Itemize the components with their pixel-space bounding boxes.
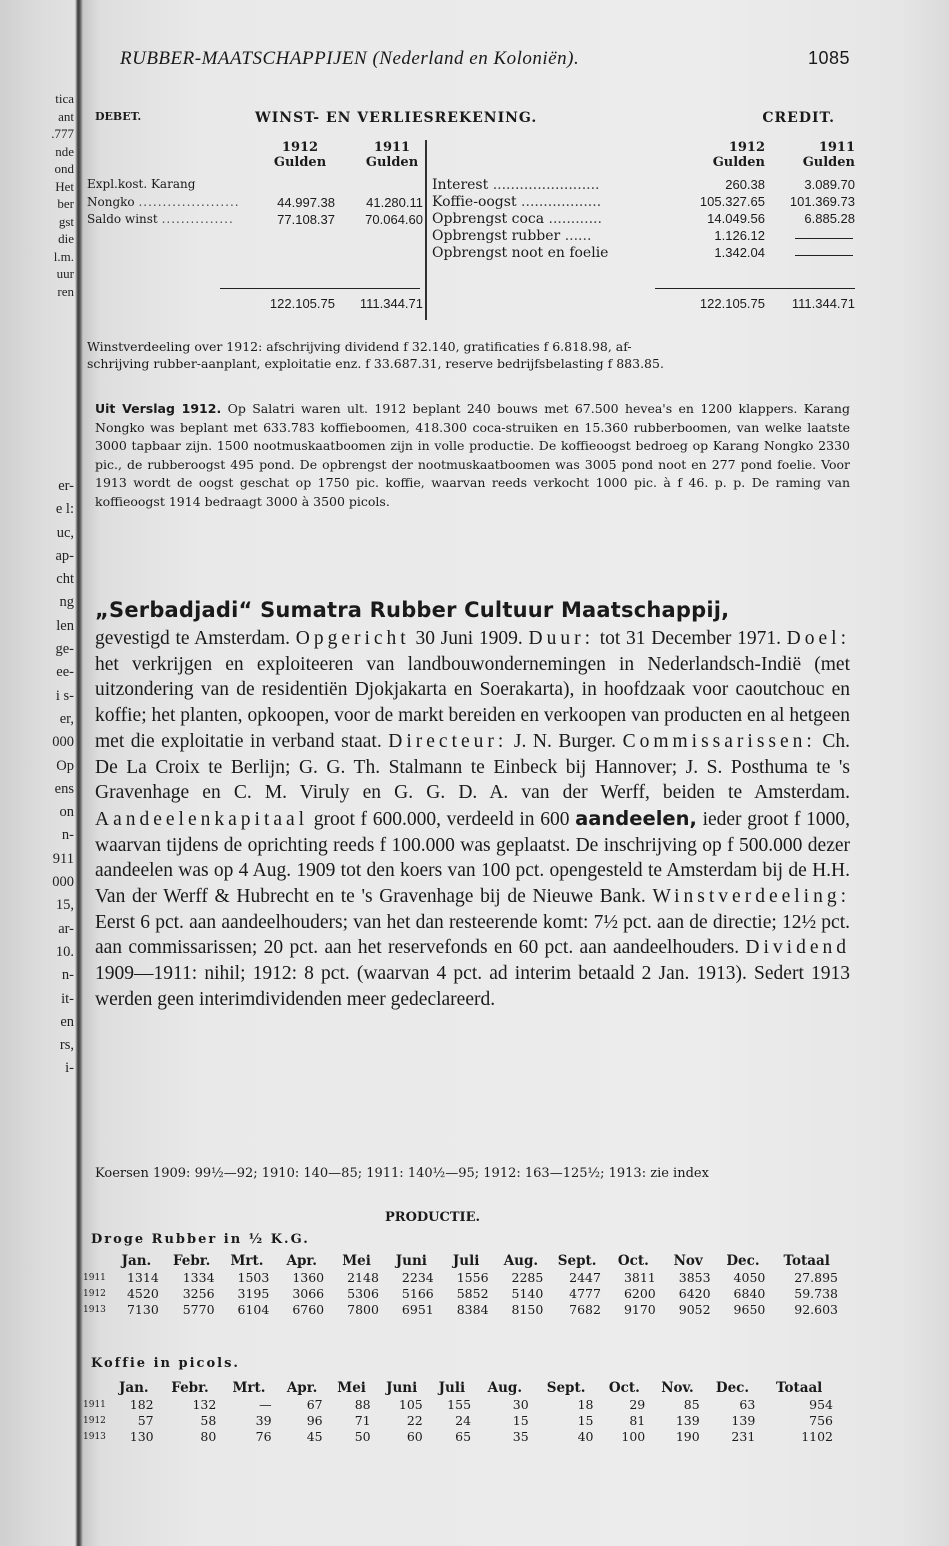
debet-row-label: Saldo winst ...............	[87, 212, 234, 226]
value-cell: 100	[621, 1429, 646, 1444]
month-col-header: Dec.	[726, 1252, 760, 1269]
value-cell: 2234	[401, 1270, 434, 1285]
month-col-header: Oct.	[617, 1252, 649, 1269]
margin-fragment: rs,	[59, 1037, 74, 1054]
value-cell: 1334	[182, 1270, 215, 1285]
margin-fragment: ond	[54, 161, 74, 176]
month-col-header: Juli	[438, 1379, 466, 1396]
value-cell: 6420	[678, 1286, 711, 1301]
value-cell: 71	[354, 1413, 371, 1428]
unit-label: Gulden	[273, 155, 327, 170]
account-title: WINST- EN VERLIESREKENING.	[255, 110, 538, 126]
margin-fragment: ng	[59, 594, 74, 611]
month-col-header: Juni	[395, 1252, 427, 1269]
margin-fragment: on	[59, 804, 74, 821]
value-cell: 50	[354, 1429, 371, 1444]
month-col-header: Aug.	[487, 1379, 523, 1396]
value-cell: 7682	[569, 1302, 601, 1317]
value-cell: 60	[406, 1429, 423, 1444]
margin-fragment: .777	[51, 126, 74, 141]
row-label: Opbrengst coca	[432, 211, 545, 227]
credit-row-label: Koffie-oogst ..................	[432, 194, 602, 210]
doel-value: het verkrijgen en exploiteeren van landbouwondernemingen in Nederlandsch-Indië (met uitzondering van de residentiën Djokjakarta en Soerakarta), in hoofdzaak voor caoutchouc en koffie; het planten, opkoopen, voor de markt bereiden en verkoopen van producten en al hetgeen met die exploitatie in verband staat.	[95, 653, 850, 752]
year-cell: 1912	[83, 1289, 106, 1299]
credit-col-1911-header	[775, 140, 855, 170]
value-cell: 35	[512, 1429, 529, 1444]
value-cell: 3066	[292, 1286, 325, 1301]
value-cell: 6760	[292, 1302, 325, 1317]
margin-fragment: e l:	[55, 501, 74, 518]
value-cell: 59.738	[794, 1286, 838, 1301]
credit-value: 105.327.65	[699, 194, 765, 209]
commissarissen-label: Commissarissen:	[622, 730, 816, 752]
month-col-header: Juli	[452, 1252, 480, 1269]
doel-label: Doel:	[786, 628, 850, 649]
coffee-table-title: Koffie in picols.	[91, 1356, 240, 1371]
aandeelen-keyword: aandeelen,	[575, 806, 697, 830]
margin-fragment: len	[56, 617, 74, 634]
value-cell: 3256	[182, 1286, 215, 1301]
kapitaal-label: Aandeelenkapitaal	[95, 808, 309, 830]
value-cell: 1503	[237, 1270, 270, 1285]
value-cell: 4520	[126, 1286, 159, 1301]
credit-value: 260.38	[725, 177, 765, 192]
value-cell: 15	[512, 1413, 529, 1428]
value-cell: 67	[306, 1397, 323, 1412]
year-cell: 1912	[83, 1416, 106, 1426]
winstverdeeling-1912	[87, 338, 852, 372]
value-cell: 190	[675, 1429, 700, 1444]
winstverdeeling-value: Eerst 6 pct. aan aandeelhouders; van het dan resteerende komt: 7½ pct. aan de directie; 12½ pct. aan commissarissen; 20 pct. aan het reservefonds en 60 pct. aan aandeelhouders.	[95, 911, 850, 959]
commissarissen-value: Ch. De La Croix te Berlijn; G. G. Th. Stalmann te Einbeck bij Hannover; J. S. Posthuma te 's Gravenhage en C. M. Viruly en G. G. D. A. van der Werff, beiden te Amsterdam.	[95, 730, 851, 804]
row-label: Interest	[432, 177, 489, 193]
value-cell: 39	[255, 1413, 272, 1428]
unit-label: Gulden	[802, 155, 855, 170]
company-seat: gevestigd te Amsterdam.	[95, 628, 291, 649]
table-row	[83, 1270, 843, 1286]
month-col-header: Totaal	[783, 1252, 830, 1269]
credit-value: 1.126.12	[714, 228, 765, 243]
production-title: PRODUCTIE.	[385, 1210, 481, 1225]
credit-total: 111.344.71	[791, 296, 855, 311]
annual-report-excerpt	[95, 400, 850, 511]
margin-fragment: 15,	[55, 897, 74, 914]
value-cell: 3811	[623, 1270, 656, 1285]
year-cell: 1913	[83, 1432, 106, 1442]
value-cell: 2285	[511, 1270, 544, 1285]
margin-fragment: die	[58, 231, 74, 246]
table-row	[83, 1413, 838, 1429]
share-prices: Koersen 1909: 99½—92; 1910: 140—85; 1911: 140½—95; 1912: 163—125½; 1913: zie index	[95, 1166, 709, 1181]
dividend-value: 1909—1911: nihil; 1912: 8 pct. (waarvan 4 pct. ad interim betaald 2 Jan. 1913). Sedert 1913 werden geen interimdividenden meer gedeclareerd.	[95, 963, 850, 1010]
value-cell: 30	[512, 1397, 529, 1412]
credit-value: 6.885.28	[804, 211, 855, 226]
value-cell: —	[259, 1397, 272, 1412]
value-cell: 155	[447, 1397, 472, 1412]
value-cell: 6104	[237, 1302, 270, 1317]
margin-fragment: nde	[55, 143, 74, 159]
year-cell: 1911	[83, 1400, 106, 1410]
table-row	[83, 1429, 838, 1445]
verslag-text: Op Salatri waren ult. 1912 beplant 240 bouws met 67.500 hevea's en 1200 klappers. Karang Nongko was beplant met 633.783 koffieboomen, 418.300 coca-struiken en 15.360 rubberboomen, van welke laatste 3000 tapbaar zijn. 1500 nootmuskaatboomen zijn in volle productie. De koffieoogst bedroeg op Karang Nongko 2330 pic., de rubberoogst 495 pond. De opbrengst der nootmuskaatboomen was 3005 pond noot en 277 pond foelie. Voor 1913 wordt de oogst geschat op 1750 pic. koffie, waarvan reeds verkocht 1000 pic. à f 46. p. p. De raming van koffieoogst 1914 bedraagt 3000 à 3500 picols.	[95, 401, 850, 509]
table-row	[83, 1302, 843, 1318]
year-label: 1911	[373, 140, 411, 155]
margin-fragment: i-	[65, 1060, 74, 1077]
value-cell: 40	[577, 1429, 594, 1444]
value-cell: 9650	[733, 1302, 766, 1317]
value-cell: 1360	[292, 1270, 325, 1285]
credit-row-label: Opbrengst rubber ......	[432, 228, 592, 244]
row-label: Saldo winst	[87, 212, 158, 226]
value-cell: 57	[137, 1413, 154, 1428]
credit-value: 1.342.04	[714, 245, 765, 260]
value-cell: 81	[629, 1413, 646, 1428]
month-col-header: Nov.	[661, 1379, 694, 1396]
value-cell: 6840	[733, 1286, 766, 1301]
month-col-header: Juni	[386, 1379, 418, 1396]
value-cell: 5770	[182, 1302, 215, 1317]
margin-spacer	[0, 300, 74, 475]
verslag-lead: Uit Verslag 1912.	[95, 401, 222, 416]
margin-fragment: l.m.	[53, 248, 74, 264]
credit-col-1912-header	[685, 140, 765, 170]
row-label: Opbrengst rubber	[432, 228, 561, 244]
value-cell: 22	[406, 1413, 423, 1428]
unit-label: Gulden	[365, 155, 419, 170]
margin-fragment: 000	[52, 874, 74, 891]
credit-value: 14.049.56	[707, 211, 765, 226]
margin-fragment-group	[0, 475, 74, 1081]
debet-value: 70.064.60	[365, 212, 423, 227]
margin-fragment: 10.	[55, 943, 74, 960]
credit-value: 101.369.73	[789, 194, 855, 209]
value-cell: 1102	[801, 1429, 833, 1444]
value-cell: 1556	[456, 1270, 489, 1285]
value-cell: 7130	[126, 1302, 159, 1317]
debet-row-label: Nongko .....................	[87, 195, 240, 209]
value-cell: 58	[200, 1413, 217, 1428]
margin-fragment: ant	[58, 108, 74, 124]
value-cell: 76	[255, 1429, 272, 1444]
margin-fragment: uur	[56, 266, 74, 281]
month-col-header: Nov	[673, 1252, 703, 1269]
credit-total: 122.105.75	[699, 296, 765, 311]
value-cell: 5166	[401, 1286, 434, 1301]
margin-fragment: ens	[54, 780, 74, 797]
margin-fragment: n-	[61, 827, 74, 844]
ledger-divider	[425, 140, 427, 320]
value-cell: 9170	[623, 1302, 656, 1317]
value-cell: 27.895	[794, 1270, 838, 1285]
row-label: Koffie-oogst	[432, 194, 517, 210]
margin-fragment: uc,	[56, 524, 74, 541]
margin-fragment: gst	[58, 213, 74, 229]
margin-fragment: it-	[61, 990, 74, 1007]
unit-label: Gulden	[712, 155, 765, 170]
value-cell: 7800	[347, 1302, 379, 1317]
rubber-table-title: Droge Rubber in ½ K.G.	[91, 1232, 310, 1247]
table-row	[83, 1286, 843, 1302]
margin-fragment: 000	[52, 734, 74, 751]
value-cell: 65	[455, 1429, 472, 1444]
month-col-header: Apr.	[286, 1252, 317, 1269]
margin-fragment: en	[60, 1013, 74, 1030]
kapitaal-details: ieder groot f 1000, waarvan tijdens de oprichting reeds f 100.000 was geplaatst. De inschrijving op f 500.000 dezer aandeelen was op 4 Aug. 1909 tot den koers van 100 pct. opengesteld te Amsterdam bij de H.H. Van der Werff & Hubrecht en te 's Gravenhage bij de Nieuwe Bank.	[95, 808, 851, 908]
year-cell: 1913	[83, 1305, 106, 1315]
kapitaal-value: groot f 600.000, verdeeld in 600	[313, 808, 570, 830]
month-col-header: Jan.	[118, 1379, 149, 1396]
value-cell: 6951	[401, 1302, 434, 1317]
debet-col-1912-header	[265, 140, 335, 170]
winstverdeeling-line: schrijving rubber-aanplant, exploitatie enz. f 33.687.31, reserve bedrijfsbelasting f 883.85.	[87, 356, 664, 371]
margin-fragment: ap-	[55, 547, 74, 564]
value-cell: 2148	[347, 1270, 379, 1285]
month-col-header: Aug.	[503, 1252, 539, 1269]
month-col-header: Sept.	[546, 1379, 586, 1396]
value-cell: 105	[398, 1397, 423, 1412]
value-cell: 80	[200, 1429, 217, 1444]
debet-value: 44.997.38	[277, 195, 335, 210]
winstverdeeling-label: Winstverdeeling:	[652, 886, 851, 908]
value-cell: 24	[455, 1413, 472, 1428]
value-cell: 29	[629, 1397, 646, 1412]
year-col-header	[83, 1251, 109, 1270]
month-col-header: Dec.	[715, 1379, 750, 1396]
credit-value: 3.089.70	[804, 177, 855, 192]
value-cell: 9052	[678, 1302, 711, 1317]
opgericht-label: Opgericht	[295, 628, 410, 649]
margin-fragment: er,	[59, 710, 74, 727]
year-label: 1912	[281, 140, 319, 155]
margin-fragment: Het	[55, 178, 74, 194]
value-cell: 139	[731, 1413, 756, 1428]
margin-fragment: ren	[57, 283, 74, 299]
month-col-header: Mrt.	[230, 1252, 264, 1269]
month-col-header: Febr.	[172, 1252, 211, 1269]
month-col-header: Mei	[337, 1379, 366, 1396]
total-rule	[655, 288, 855, 289]
year-col-header	[83, 1378, 109, 1397]
month-col-header: Jan.	[121, 1252, 152, 1269]
margin-fragment: ar-	[58, 920, 74, 937]
value-cell: 63	[739, 1397, 756, 1412]
value-cell: 15	[577, 1413, 594, 1428]
margin-fragment: er-	[58, 478, 74, 494]
value-cell: 45	[306, 1429, 323, 1444]
year-cell: 1911	[83, 1273, 106, 1283]
value-cell: 4050	[733, 1270, 766, 1285]
debet-col-1911-header	[357, 140, 427, 170]
company-title: „Serbadjadi“ Sumatra Rubber Cultuur Maatschappij,	[95, 598, 730, 622]
margin-fragment: i s-	[55, 687, 74, 704]
month-col-header: Totaal	[775, 1379, 823, 1396]
month-col-header: Mei	[342, 1252, 371, 1269]
coffee-production-table	[83, 1378, 838, 1445]
rubber-production-table	[83, 1251, 843, 1318]
value-cell: 2447	[569, 1270, 601, 1285]
value-cell: 6200	[623, 1286, 656, 1301]
debet-label: DEBET.	[95, 110, 142, 123]
margin-fragment: cht	[56, 571, 74, 588]
value-cell: 5852	[456, 1286, 489, 1301]
credit-row-label: Interest ........................	[432, 177, 600, 193]
value-cell: 8150	[511, 1302, 544, 1317]
debet-total: 111.344.71	[359, 296, 423, 311]
adjacent-page-margin	[0, 90, 74, 1081]
credit-label: CREDIT.	[762, 110, 835, 126]
duur-value: tot 31 December 1971.	[599, 628, 781, 649]
opgericht-value: 30 Juni 1909.	[415, 628, 523, 649]
company-description	[95, 626, 850, 1013]
total-rule	[220, 288, 420, 289]
value-cell: 1314	[126, 1270, 159, 1285]
credit-row-label: Opbrengst noot en foelie	[432, 245, 609, 261]
profit-loss-ledger	[87, 140, 865, 320]
month-col-header: Sept.	[557, 1252, 597, 1269]
value-cell: 139	[675, 1413, 700, 1428]
value-cell: 132	[192, 1397, 217, 1412]
page-number: 1085	[807, 48, 850, 68]
value-cell: 231	[731, 1429, 756, 1444]
margin-fragment: tica	[55, 91, 74, 106]
nil-dash	[795, 238, 853, 239]
value-cell: 182	[129, 1397, 154, 1412]
month-col-header: Mrt.	[232, 1379, 266, 1396]
margin-fragment: ge-	[55, 641, 74, 658]
year-label: 1911	[818, 140, 855, 155]
value-cell: 92.603	[794, 1302, 838, 1317]
directeur-label: Directeur:	[388, 730, 508, 752]
nil-dash	[795, 255, 853, 256]
month-col-header: Apr.	[286, 1379, 318, 1396]
value-cell: 96	[306, 1413, 323, 1428]
debet-value: 77.108.37	[277, 212, 335, 227]
value-cell: 5306	[347, 1286, 379, 1301]
debet-value: 41.280.11	[366, 195, 423, 210]
value-cell: 954	[809, 1397, 833, 1412]
month-col-header: Febr.	[171, 1379, 209, 1396]
directeur-value: J. N. Burger.	[513, 730, 617, 752]
table-row	[83, 1397, 838, 1413]
value-cell: 8384	[456, 1302, 489, 1317]
value-cell: 3195	[237, 1286, 270, 1301]
value-cell: 4777	[569, 1286, 601, 1301]
running-header	[120, 48, 850, 70]
margin-fragment: ee-	[56, 664, 74, 681]
value-cell: 130	[129, 1429, 154, 1444]
credit-row-label: Opbrengst coca ............	[432, 211, 602, 227]
value-cell: 756	[809, 1413, 833, 1428]
debet-row-label: Expl.kost. Karang	[87, 177, 196, 191]
margin-fragment: ber	[57, 196, 74, 211]
margin-fragment: Op	[56, 757, 74, 774]
value-cell: 85	[683, 1397, 700, 1412]
value-cell: 88	[354, 1397, 371, 1412]
margin-fragment: n-	[61, 967, 74, 984]
dividend-label: Dividend	[745, 937, 850, 959]
debet-total: 122.105.75	[269, 296, 335, 311]
margin-fragment: 911	[52, 850, 74, 867]
value-cell: 3853	[678, 1270, 711, 1285]
month-col-header: Oct.	[608, 1379, 640, 1396]
duur-label: Duur:	[528, 628, 594, 649]
value-cell: 18	[577, 1397, 594, 1412]
row-label: Nongko	[87, 195, 135, 209]
winstverdeeling-line: Winstverdeeling over 1912: afschrijving dividend f 32.140, gratificaties f 6.818.98, af-	[87, 339, 632, 354]
year-label: 1912	[728, 140, 765, 155]
running-title: RUBBER-MAATSCHAPPIJEN (Nederland en Koloniën).	[120, 48, 580, 69]
value-cell: 5140	[511, 1286, 544, 1301]
